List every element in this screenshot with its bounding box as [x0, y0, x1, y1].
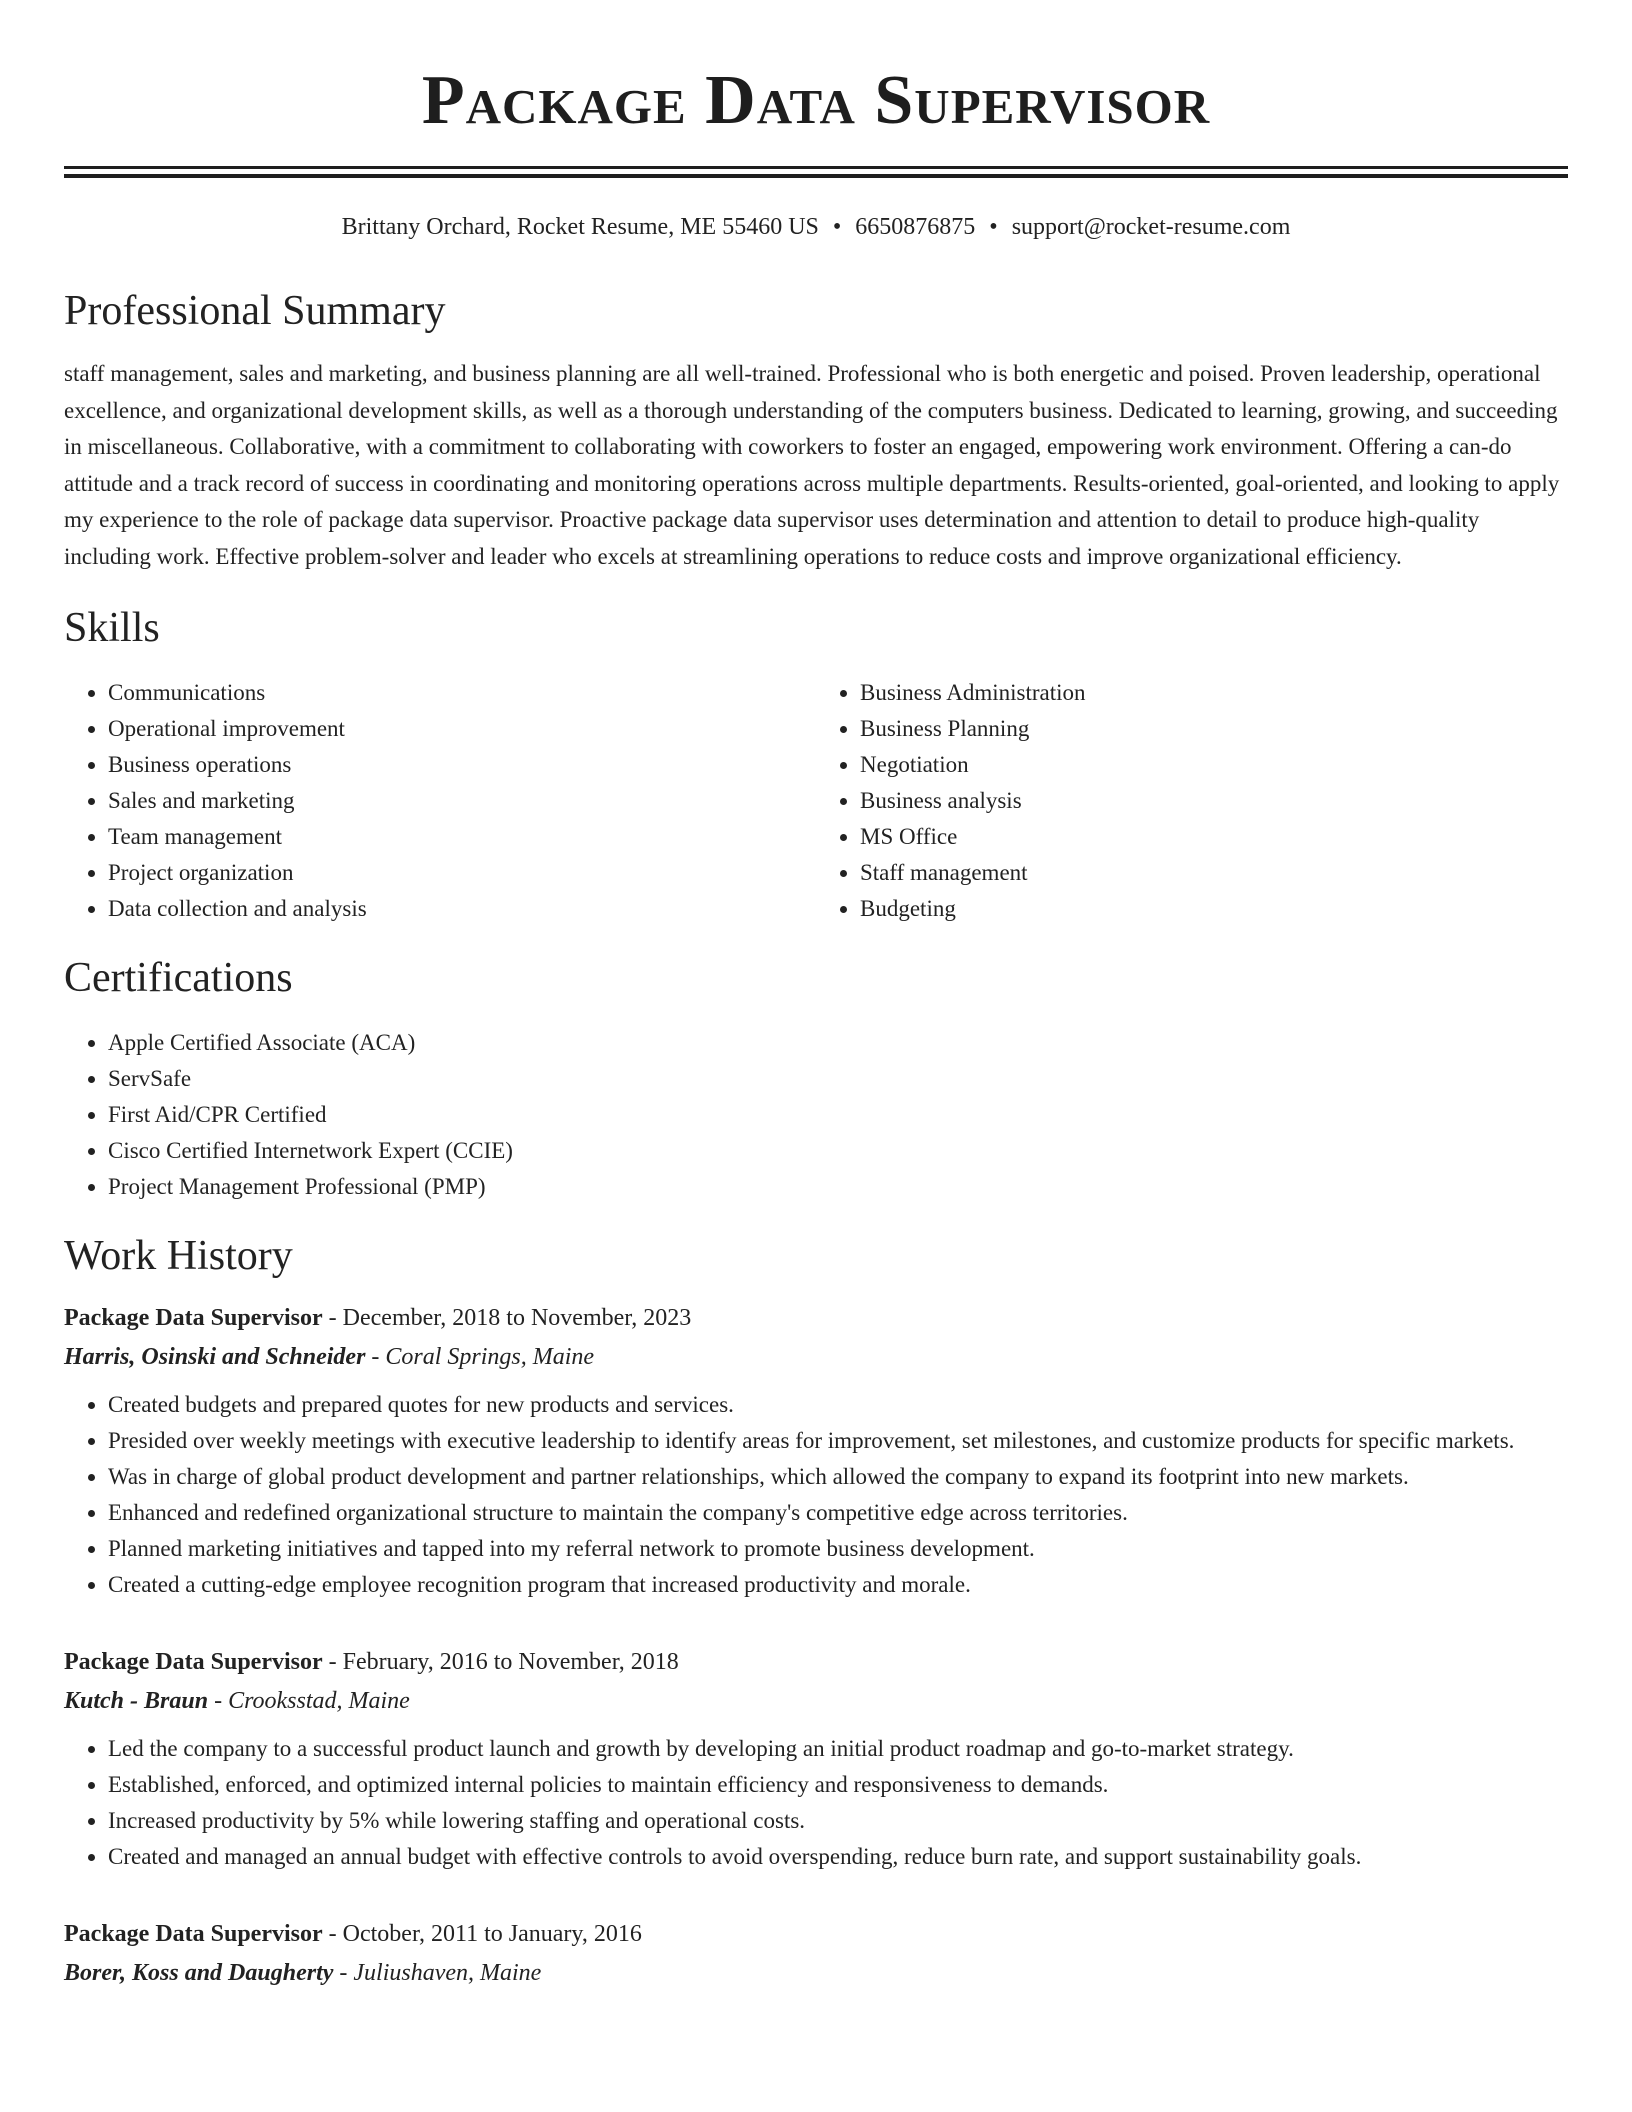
list-item: • Business operations — [108, 747, 816, 783]
summary-heading: Professional Summary — [64, 288, 446, 334]
list-item: • Increased productivity by 5% while lowering staffing and operational costs. — [108, 1803, 1568, 1839]
work-history-heading: Work History — [64, 1233, 293, 1279]
contact-line — [64, 212, 1568, 242]
job-company-line: Borer, Koss and Daugherty - Juliushaven, Maine — [64, 1960, 542, 1986]
job-role: Package Data Supervisor — [64, 1921, 323, 1947]
skills-list-right — [816, 675, 1568, 927]
job-entry — [64, 1643, 1568, 1875]
list-item: • Sales and marketing — [108, 783, 816, 819]
list-item: • Staff management — [860, 855, 1568, 891]
list-item: • Business Planning — [860, 711, 1568, 747]
list-item: • Planned marketing initiatives and tapped into my referral network to promote business development. — [108, 1531, 1568, 1567]
job-dates: December, 2018 to November, 2023 — [342, 1305, 692, 1331]
list-item: • Apple Certified Associate (ACA) — [108, 1025, 1568, 1061]
list-item: • First Aid/CPR Certified — [108, 1097, 1568, 1133]
job-entry — [64, 1299, 1568, 1603]
job-role-line: Package Data Supervisor - October, 2011 to January, 2016 — [64, 1921, 642, 1947]
list-item: • Presided over weekly meetings with executive leadership to identify areas for improvement, set milestones, and customize products for specific markets. — [108, 1423, 1568, 1459]
job-company: Borer, Koss and Daugherty — [64, 1960, 334, 1986]
contact-phone: 6650876875 — [855, 214, 976, 240]
list-item: • Project organization — [108, 855, 816, 891]
summary-text: staff management, sales and marketing, and business planning are all well-trained. Professional who is both energetic and poised. Proven leadership, operational excellence, and organizational development skills, as well as a thorough understanding of the computers business. Dedicated to learning, growing, and succeeding in miscellaneous. Collaborative, with a commitment to collaborating with coworkers to foster an engaged, empowering work environment. Offering a can-do attitude and a track record of success in coordinating and monitoring operations across multiple departments. Results-oriented, goal-oriented, and looking to apply my experience to the role of package data supervisor. Proactive package data supervisor uses determination and attention to detail to produce high-quality including work. Effective problem-solver and leader who excels at streamlining operations to reduce costs and improve organizational efficiency. — [64, 361, 1560, 569]
job-role-line: Package Data Supervisor - February, 2016 to November, 2018 — [64, 1649, 679, 1675]
list-item: • Created budgets and prepared quotes for new products and services. — [108, 1387, 1568, 1423]
contact-separator: • — [832, 214, 842, 240]
contact-email: support@rocket-resume.com — [1011, 214, 1291, 240]
job-location: Juliushaven, Maine — [353, 1960, 542, 1986]
job-role: Package Data Supervisor — [64, 1305, 323, 1331]
skills-columns — [64, 675, 1568, 927]
list-item: • Team management — [108, 819, 816, 855]
contact-separator: • — [989, 214, 998, 240]
job-location: Crooksstad, Maine — [228, 1688, 410, 1714]
list-item: • Project Management Professional (PMP) — [108, 1169, 1568, 1205]
list-item: • Established, enforced, and optimized internal policies to maintain efficiency and responsiveness to demands. — [108, 1767, 1568, 1803]
skills-list-left — [64, 675, 816, 927]
contact-address: Brittany Orchard, Rocket Resume, ME 55460 US — [341, 214, 819, 240]
job-company: Harris, Osinski and Schneider — [64, 1344, 366, 1370]
list-item: • Data collection and analysis — [108, 891, 816, 927]
certifications-heading: Certifications — [64, 955, 293, 1001]
job-company-line: Kutch - Braun - Crooksstad, Maine — [64, 1688, 410, 1714]
job-role: Package Data Supervisor — [64, 1649, 323, 1675]
list-item: • Negotiation — [860, 747, 1568, 783]
list-item: • Business analysis — [860, 783, 1568, 819]
job-dates: October, 2011 to January, 2016 — [342, 1921, 642, 1947]
list-item: • Budgeting — [860, 891, 1568, 927]
list-item: • Operational improvement — [108, 711, 816, 747]
job-role-line: Package Data Supervisor - December, 2018 to November, 2023 — [64, 1305, 692, 1331]
list-item: • Enhanced and redefined organizational structure to maintain the company's competitive edge across territories. — [108, 1495, 1568, 1531]
job-bullets — [64, 1731, 1568, 1875]
job-company: Kutch - Braun — [64, 1688, 209, 1714]
header-double-rule — [64, 166, 1568, 178]
job-location: Coral Springs, Maine — [385, 1344, 595, 1370]
list-item: • MS Office — [860, 819, 1568, 855]
skills-heading: Skills — [64, 605, 160, 651]
list-item: • Communications — [108, 675, 816, 711]
list-item: • Cisco Certified Internetwork Expert (CCIE) — [108, 1133, 1568, 1169]
job-entry — [64, 1915, 1568, 1993]
list-item: • Was in charge of global product development and partner relationships, which allowed the company to expand its footprint into new markets. — [108, 1459, 1568, 1495]
job-dates: February, 2016 to November, 2018 — [342, 1649, 679, 1675]
list-item: • Business Administration — [860, 675, 1568, 711]
resume-name-title: Package Data Supervisor — [421, 62, 1211, 139]
job-bullets — [64, 1387, 1568, 1603]
list-item: • Created a cutting-edge employee recognition program that increased productivity and morale. — [108, 1567, 1568, 1603]
job-company-line: Harris, Osinski and Schneider - Coral Springs, Maine — [64, 1344, 595, 1370]
list-item: • Created and managed an annual budget with effective controls to avoid overspending, reduce burn rate, and support sustainability goals. — [108, 1839, 1568, 1875]
certifications-list — [64, 1025, 1568, 1205]
list-item: • Led the company to a successful product launch and growth by developing an initial product roadmap and go-to-market strategy. — [108, 1731, 1568, 1767]
list-item: • ServSafe — [108, 1061, 1568, 1097]
